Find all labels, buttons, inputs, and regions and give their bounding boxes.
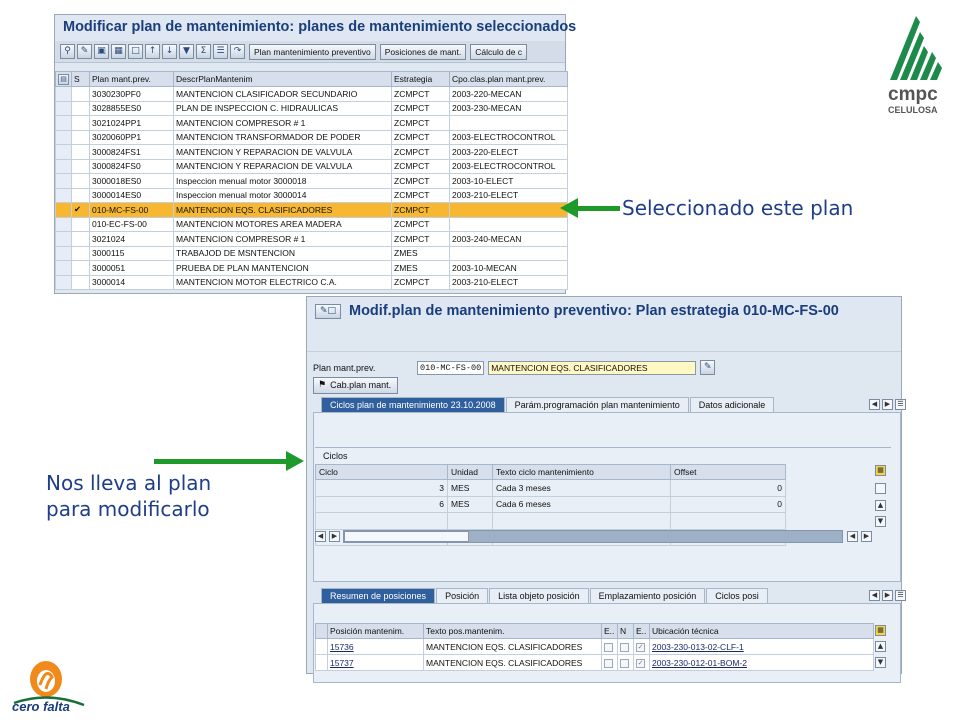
position-link[interactable]: 15737 <box>328 655 424 671</box>
plan-table-row[interactable] <box>56 232 568 247</box>
row-select-mark <box>72 174 90 189</box>
row-select-mark <box>72 101 90 116</box>
top-tab-nav <box>869 399 906 410</box>
row-selector[interactable] <box>56 232 72 247</box>
cpo-cell: 2003-10-MECAN <box>450 261 568 276</box>
bottom-tabstrip <box>321 588 769 603</box>
bottom-tab-next-icon[interactable]: ▶ <box>882 590 893 601</box>
edit-icon[interactable]: ✎ <box>77 44 92 59</box>
tab-ciclos[interactable]: Ciclos plan de mantenimiento 23.10.2008 <box>321 397 505 412</box>
edit-window-title: Modif.plan de mantenimiento preventivo: Plan estrategia 010-MC-FS-00 <box>349 303 839 319</box>
ciclo-cell[interactable]: 6 <box>316 496 448 513</box>
flag-n-checkbox[interactable] <box>618 639 634 655</box>
strategy-cell: ZCMPCT <box>392 87 450 102</box>
row-selector[interactable] <box>56 130 72 145</box>
divider <box>307 351 901 352</box>
col-e1[interactable]: E.. <box>602 624 618 639</box>
unidad-cell[interactable]: MES <box>448 480 493 497</box>
plan-desc-cell: MANTENCION COMPRESOR # 1 <box>174 116 392 131</box>
row-selector[interactable] <box>56 87 72 102</box>
cpo-cell <box>450 203 568 218</box>
horizontal-scrollbar[interactable] <box>343 530 843 543</box>
filter-icon[interactable]: ▼ <box>179 44 194 59</box>
row-selector[interactable] <box>56 101 72 116</box>
strategy-cell: ZCMPCT <box>392 275 450 290</box>
row-select-mark: ✔ <box>72 203 90 218</box>
unidad-cell[interactable]: MES <box>448 496 493 513</box>
list-toolbar <box>55 41 565 63</box>
plan-desc-cell: MANTENCION MOTORES AREA MADERA <box>174 217 392 232</box>
plan-desc-cell: MANTENCION TRANSFORMADOR DE PODER <box>174 130 392 145</box>
cmpc-sub-text: CELULOSA <box>888 105 938 115</box>
sort-descending-icon[interactable]: ↓ <box>162 44 177 59</box>
checkbox[interactable]: ✓ <box>637 659 644 667</box>
tab-prev-icon[interactable]: ◀ <box>869 399 880 410</box>
cero-falta-emblem-icon <box>8 655 88 715</box>
plan-id-cell: 3028855ES0 <box>90 101 174 116</box>
plan-table-row[interactable] <box>56 217 568 232</box>
plan-table-row[interactable] <box>56 145 568 160</box>
position-row[interactable] <box>316 639 874 655</box>
table-settings-icon[interactable]: ▦ <box>875 465 886 476</box>
col-header-strategy[interactable]: Estrategia <box>392 72 450 87</box>
selected-note: Seleccionado este plan <box>622 196 854 220</box>
plan-table-row[interactable] <box>56 203 568 218</box>
plan-desc-cell: MANTENCION MOTOR ELECTRICO C.A. <box>174 275 392 290</box>
col-header-cpo[interactable]: Cpo.clas.plan mant.prev. <box>450 72 568 87</box>
col-location[interactable]: Ubicación técnica <box>650 624 874 639</box>
row-select-mark <box>72 116 90 131</box>
checkbox[interactable] <box>604 659 613 668</box>
row-select-mark <box>72 261 90 276</box>
plan-id-cell: 3000018ES0 <box>90 174 174 189</box>
checkbox[interactable] <box>620 659 629 668</box>
plan-desc-cell: MANTENCION Y REPARACION DE VALVULA <box>174 159 392 174</box>
plan-id-cell: 3000051 <box>90 261 174 276</box>
plan-desc-cell: Inspeccion menual motor 3000014 <box>174 188 392 203</box>
flag-e2-checkbox[interactable] <box>634 639 650 655</box>
row-select-mark <box>72 145 90 160</box>
nav-arrow-shaft <box>154 459 288 464</box>
cpo-cell <box>450 116 568 131</box>
display-icon[interactable]: ▣ <box>94 44 109 59</box>
strategy-cell: ZCMPCT <box>392 174 450 189</box>
row-selector[interactable] <box>56 116 72 131</box>
plan-id-cell: 3000824FS1 <box>90 145 174 160</box>
display-change-icon[interactable]: ✎□ <box>315 304 341 319</box>
strategy-cell: ZMES <box>392 261 450 276</box>
texto-ciclo-cell[interactable]: Cada 3 meses <box>493 480 671 497</box>
strategy-cell: ZCMPCT <box>392 188 450 203</box>
plan-header-button[interactable] <box>313 377 398 394</box>
checkbox[interactable] <box>604 643 613 652</box>
row-selector[interactable] <box>316 655 328 671</box>
row-selector[interactable] <box>56 174 72 189</box>
offset-cell[interactable] <box>671 513 786 530</box>
cmpc-emblem-icon <box>886 14 948 124</box>
strategy-cell: ZCMPCT <box>392 145 450 160</box>
col-position-text[interactable]: Texto pos.mantenim. <box>424 624 602 639</box>
tab-position[interactable]: Posición <box>436 588 488 603</box>
layout-icon[interactable]: ☰ <box>213 44 228 59</box>
select-all-header[interactable] <box>56 72 72 87</box>
tab-location[interactable]: Emplazamiento posición <box>590 588 706 603</box>
positions-table <box>315 623 874 671</box>
plan-id-cell: 3030230PF0 <box>90 87 174 102</box>
cpo-cell <box>450 217 568 232</box>
positions-settings-icon[interactable]: ▦ <box>875 625 886 636</box>
checkbox[interactable] <box>620 643 629 652</box>
plan-table-row[interactable] <box>56 116 568 131</box>
ciclos-row[interactable] <box>316 496 786 513</box>
location-link[interactable]: 2003-230-012-01-BOM-2 <box>650 655 874 671</box>
ciclo-cell[interactable] <box>316 513 448 530</box>
cpo-cell: 2003-220-MECAN <box>450 87 568 102</box>
details-icon[interactable]: ⚲ <box>60 44 75 59</box>
plan-table-row[interactable] <box>56 261 568 276</box>
header-icon: ⚑ <box>318 380 327 390</box>
positions-scroll-up-icon[interactable]: ▲ <box>875 641 886 652</box>
row-select-mark <box>72 159 90 174</box>
plan-id-cell: 3000824FS0 <box>90 159 174 174</box>
plan-table-row[interactable] <box>56 188 568 203</box>
export-icon[interactable]: ↷ <box>230 44 245 59</box>
cpo-cell: 2003-ELECTROCONTROL <box>450 130 568 145</box>
deselect-icon[interactable]: □ <box>128 44 143 59</box>
position-row[interactable] <box>316 655 874 671</box>
scroll-right-icon[interactable]: ▶ <box>329 531 340 542</box>
select-all-icon[interactable]: ▦ <box>111 44 126 59</box>
plan-desc-cell: MANTENCION CLASIFICADOR SECUNDARIO <box>174 87 392 102</box>
plan-value-field[interactable]: 010-MC-FS-00 <box>417 361 484 375</box>
selected-arrow-shaft <box>578 206 620 211</box>
plan-header-label: Cab.plan mant. <box>330 380 392 390</box>
tab-summary[interactable]: Resumen de posiciones <box>321 588 435 603</box>
ciclo-cell[interactable]: 3 <box>316 480 448 497</box>
positions-body <box>316 639 874 671</box>
scroll-checkbox-icon[interactable] <box>875 483 886 494</box>
flag-n-checkbox[interactable] <box>618 655 634 671</box>
row-select-mark <box>72 87 90 102</box>
row-select-mark <box>72 188 90 203</box>
plan-table <box>55 71 568 290</box>
nav-note-line2: para modificarlo <box>46 497 210 521</box>
plan-id-cell: 010-EC-FS-00 <box>90 217 174 232</box>
col-unidad[interactable]: Unidad <box>448 465 493 480</box>
row-select-mark <box>72 232 90 247</box>
row-select-mark <box>72 130 90 145</box>
ciclos-title: Ciclos <box>315 447 891 463</box>
tab-additional-data[interactable]: Datos adicionale <box>690 397 775 412</box>
maintenance-items-button[interactable]: Posiciones de mant. <box>380 44 467 60</box>
plan-id-cell: 3021024PP1 <box>90 116 174 131</box>
flag-e2-checkbox[interactable] <box>634 655 650 671</box>
top-tabstrip <box>321 397 775 412</box>
scroll-right-end-icon[interactable]: ▶ <box>861 531 872 542</box>
plan-desc-cell: MANTENCION Y REPARACION DE VALVULA <box>174 145 392 160</box>
plan-edit-window <box>306 296 902 674</box>
strategy-cell: ZCMPCT <box>392 101 450 116</box>
texto-ciclo-cell[interactable]: Cada 6 meses <box>493 496 671 513</box>
strategy-cell: ZCMPCT <box>392 116 450 131</box>
cpo-cell: 2003-240-MECAN <box>450 232 568 247</box>
strategy-cell: ZCMPCT <box>392 232 450 247</box>
tab-object-list[interactable]: Lista objeto posición <box>489 588 589 603</box>
nav-note <box>46 470 211 522</box>
checkbox[interactable]: ✓ <box>637 643 644 651</box>
texto-ciclo-cell[interactable] <box>493 513 671 530</box>
plan-desc-cell: MANTENCION COMPRESOR # 1 <box>174 232 392 247</box>
flag-e1-checkbox[interactable] <box>602 639 618 655</box>
row-select-mark <box>72 246 90 261</box>
ciclos-row[interactable] <box>316 513 786 530</box>
tab-list-icon[interactable]: ☰ <box>895 399 906 410</box>
plan-table-row[interactable] <box>56 174 568 189</box>
tab-item-cycles[interactable]: Ciclos posi <box>706 588 768 603</box>
col-offset[interactable]: Offset <box>671 465 786 480</box>
position-text-cell: MANTENCION EQS. CLASIFICADORES <box>424 639 602 655</box>
plan-table-row[interactable] <box>56 130 568 145</box>
plan-table-row[interactable] <box>56 87 568 102</box>
plan-desc-cell: PLAN DE INSPECCION C. HIDRAULICAS <box>174 101 392 116</box>
plan-field-row <box>313 360 715 375</box>
row-selector[interactable] <box>56 275 72 290</box>
column-config-icon[interactable]: ▤ <box>58 74 69 85</box>
plan-id-cell: 3000014 <box>90 275 174 290</box>
cpo-cell: 2003-ELECTROCONTROL <box>450 159 568 174</box>
plan-id-cell: 010-MC-FS-00 <box>90 203 174 218</box>
plan-desc-cell: PRUEBA DE PLAN MANTENCION <box>174 261 392 276</box>
row-select-mark <box>72 275 90 290</box>
ciclos-row[interactable] <box>316 480 786 497</box>
location-link[interactable]: 2003-230-013-02-CLF-1 <box>650 639 874 655</box>
scroll-left-icon[interactable]: ◀ <box>315 531 326 542</box>
col-texto-ciclo[interactable]: Texto ciclo mantenimiento <box>493 465 671 480</box>
col-header-desc[interactable]: DescrPlanMantenim <box>174 72 392 87</box>
row-selector[interactable] <box>316 639 328 655</box>
cpo-cell <box>450 246 568 261</box>
plan-grid <box>55 71 567 290</box>
plan-desc-cell: MANTENCION EQS. CLASIFICADORES <box>174 203 392 218</box>
edit-text-icon[interactable]: ✎ <box>700 360 715 375</box>
row-selector[interactable] <box>56 159 72 174</box>
plan-id-cell: 3021024 <box>90 232 174 247</box>
position-link[interactable]: 15736 <box>328 639 424 655</box>
row-selector[interactable] <box>56 145 72 160</box>
cpo-cell: 2003-210-ELECT <box>450 188 568 203</box>
strategy-cell: ZCMPCT <box>392 203 450 218</box>
col-e2[interactable]: E.. <box>634 624 650 639</box>
row-select-header[interactable] <box>316 624 328 639</box>
row-selector[interactable] <box>56 246 72 261</box>
cmpc-text: cmpc <box>888 84 938 105</box>
nav-arrow-head <box>286 451 304 471</box>
bottom-tab-list-icon[interactable]: ☰ <box>895 590 906 601</box>
cero-falta-text: cero falta <box>12 699 70 714</box>
plan-id-cell: 3000014ES0 <box>90 188 174 203</box>
strategy-cell: ZCMPCT <box>392 159 450 174</box>
cpo-cell: 2003-210-ELECT <box>450 275 568 290</box>
preventive-plan-button[interactable]: Plan mantenimiento preventivo <box>249 44 376 60</box>
strategy-cell: ZCMPCT <box>392 217 450 232</box>
plan-table-row[interactable] <box>56 101 568 116</box>
sum-icon[interactable]: Σ <box>196 44 211 59</box>
plan-table-row[interactable] <box>56 275 568 290</box>
calculation-button[interactable]: Cálculo de c <box>470 44 527 60</box>
plan-label: Plan mant.prev. <box>313 362 376 373</box>
col-position[interactable]: Posición mantenim. <box>328 624 424 639</box>
edit-titlebar <box>307 297 901 325</box>
col-n[interactable]: N <box>618 624 634 639</box>
plan-desc-cell: Inspeccion menual motor 3000018 <box>174 174 392 189</box>
window-title: Modificar plan de mantenimiento: planes de mantenimiento seleccionados <box>55 15 565 41</box>
bottom-tab-prev-icon[interactable]: ◀ <box>869 590 880 601</box>
plan-table-body <box>56 87 568 290</box>
cpo-cell: 2003-220-ELECT <box>450 145 568 160</box>
offset-cell[interactable]: 0 <box>671 496 786 513</box>
scroll-up-icon[interactable]: ▲ <box>875 500 886 511</box>
cmpc-logo <box>886 14 948 124</box>
col-ciclo[interactable]: Ciclo <box>316 465 448 480</box>
row-selector[interactable] <box>56 188 72 203</box>
sort-ascending-icon[interactable]: ↑ <box>145 44 160 59</box>
plan-desc-field[interactable]: MANTENCION EQS. CLASIFICADORES <box>488 361 696 375</box>
cpo-cell: 2003-230-MECAN <box>450 101 568 116</box>
unidad-cell[interactable] <box>448 513 493 530</box>
tab-scheduling[interactable]: Parám.programación plan mantenimiento <box>506 397 689 412</box>
col-header-s[interactable]: S <box>72 72 90 87</box>
position-text-cell: MANTENCION EQS. CLASIFICADORES <box>424 655 602 671</box>
plan-id-cell: 3020060PP1 <box>90 130 174 145</box>
plan-list-window <box>54 14 577 294</box>
row-selector[interactable] <box>56 217 72 232</box>
cero-falta-logo <box>8 655 88 715</box>
bottom-tab-nav <box>869 590 906 601</box>
scroll-left-end-icon[interactable]: ◀ <box>847 531 858 542</box>
tab-next-icon[interactable]: ▶ <box>882 399 893 410</box>
nav-note-line1: Nos lleva al plan <box>46 471 212 495</box>
positions-scroll-down-icon[interactable]: ▼ <box>875 657 886 668</box>
scroll-down-icon[interactable]: ▼ <box>875 516 886 527</box>
plan-desc-cell: TRABAJOD DE MSNTENCION <box>174 246 392 261</box>
plan-table-row[interactable] <box>56 246 568 261</box>
row-selector[interactable] <box>56 261 72 276</box>
strategy-cell: ZMES <box>392 246 450 261</box>
flag-e1-checkbox[interactable] <box>602 655 618 671</box>
row-select-mark <box>72 217 90 232</box>
selected-arrow-head <box>560 198 578 218</box>
plan-table-row[interactable] <box>56 159 568 174</box>
strategy-cell: ZCMPCT <box>392 130 450 145</box>
col-header-plan[interactable]: Plan mant.prev. <box>90 72 174 87</box>
offset-cell[interactable]: 0 <box>671 480 786 497</box>
plan-id-cell: 3000115 <box>90 246 174 261</box>
row-selector[interactable] <box>56 203 72 218</box>
cpo-cell: 2003-10-ELECT <box>450 174 568 189</box>
scroll-thumb[interactable] <box>344 531 469 542</box>
